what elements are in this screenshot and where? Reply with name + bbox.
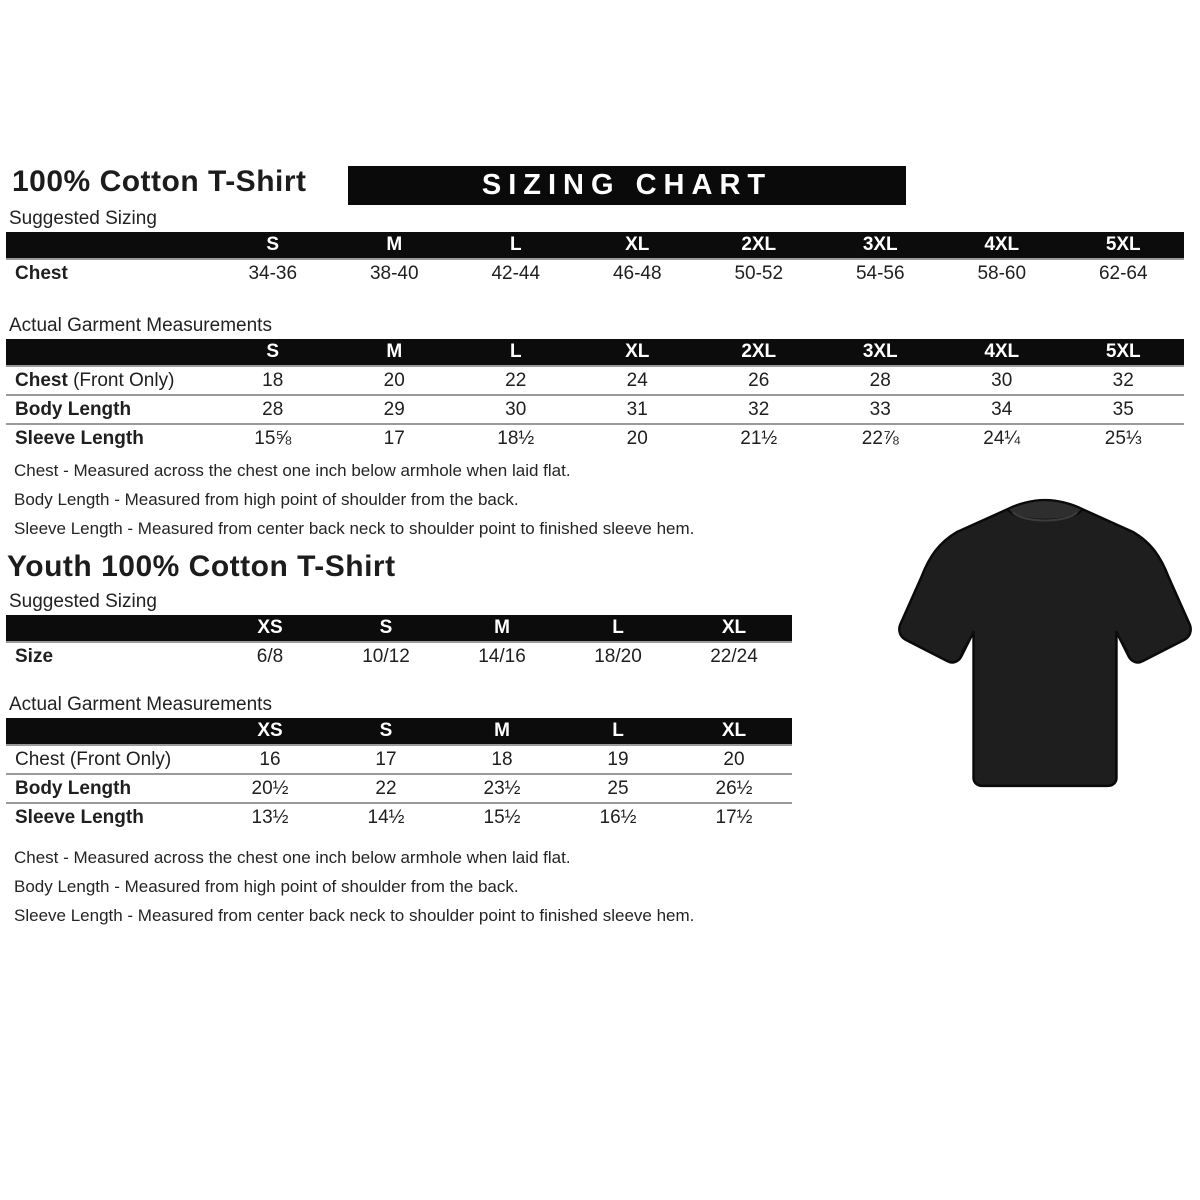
- cell: 15½: [444, 803, 560, 832]
- row-label: Chest: [15, 263, 68, 284]
- cell: 33: [820, 395, 942, 424]
- note-line: Sleeve Length - Measured from center back neck to shoulder point to finished sleeve hem.: [14, 906, 695, 925]
- size-column-header-blank: [6, 615, 212, 642]
- page-title: 100% Cotton T-Shirt: [12, 165, 307, 198]
- cell: 24: [626, 369, 648, 391]
- size-column-header: 5XL: [1063, 339, 1185, 366]
- row-label: Body Length: [6, 395, 212, 424]
- size-column-header: XS: [212, 615, 328, 642]
- cell: 28: [212, 395, 334, 424]
- cell: 34: [941, 395, 1063, 424]
- cell: 30: [991, 369, 1013, 391]
- table-header-row: [6, 232, 1184, 259]
- cell: 25⅓: [1063, 424, 1185, 453]
- note-line: Chest - Measured across the chest one inch below armhole when laid flat.: [14, 461, 571, 480]
- cell: 14½: [328, 803, 444, 832]
- youth-suggested-sizing-table: [6, 615, 792, 671]
- note-line: Chest - Measured across the chest one inch below armhole when laid flat.: [14, 848, 571, 867]
- cell: 22: [505, 369, 527, 391]
- cell: 54-56: [855, 263, 905, 284]
- tshirt-svg: [894, 488, 1196, 802]
- size-column-header: XL: [577, 232, 699, 259]
- youth-measurement-notes: [14, 843, 694, 930]
- cell: 22⅞: [820, 424, 942, 453]
- adult-suggested-sizing-table: [6, 232, 1184, 288]
- cell: 15⅝: [212, 424, 334, 453]
- size-column-header: 2XL: [698, 339, 820, 366]
- cell: 26: [748, 369, 770, 391]
- size-column-header: XS: [212, 718, 328, 745]
- cell: 25: [560, 774, 676, 803]
- tshirt-body: [899, 500, 1190, 786]
- row-label: Body Length: [6, 774, 212, 803]
- size-column-header: 3XL: [820, 339, 942, 366]
- row-label: Chest (Front Only): [15, 748, 172, 770]
- size-column-header: S: [212, 232, 334, 259]
- cell: 16½: [560, 803, 676, 832]
- cell: 31: [577, 395, 699, 424]
- size-column-header: 4XL: [941, 232, 1063, 259]
- note-line: Body Length - Measured from high point of shoulder from the back.: [14, 490, 519, 509]
- youth-suggested-sizing-label: Suggested Sizing: [9, 591, 157, 612]
- cell: 38-40: [369, 263, 419, 284]
- size-column-header: L: [455, 339, 577, 366]
- cell: 20: [577, 424, 699, 453]
- size-column-header: 2XL: [698, 232, 820, 259]
- size-column-header: 3XL: [820, 232, 942, 259]
- table-row: [6, 745, 792, 774]
- table-row: [6, 803, 792, 832]
- cell: 50-52: [734, 263, 784, 284]
- cell: 10/12: [362, 646, 410, 667]
- row-label: Sleeve Length: [6, 803, 212, 832]
- adult-actual-measurements-label: Actual Garment Measurements: [9, 315, 272, 336]
- cell: 22/24: [710, 646, 758, 667]
- cell: 16: [259, 748, 281, 770]
- sizing-chart-banner-text: SIZING CHART: [481, 169, 773, 201]
- cell: 18/20: [594, 646, 642, 667]
- size-column-header: XL: [577, 339, 699, 366]
- cell: 35: [1063, 395, 1185, 424]
- sizing-chart-banner: [348, 166, 906, 205]
- table-row: [6, 366, 1184, 395]
- adult-measurement-notes: [14, 456, 694, 543]
- youth-garment-measurements-table: [6, 718, 792, 832]
- cell: 58-60: [977, 263, 1027, 284]
- cell: 17½: [676, 803, 792, 832]
- table-row: [6, 642, 792, 671]
- cell: 26½: [676, 774, 792, 803]
- black-tshirt-image: [894, 488, 1196, 802]
- cell: 17: [334, 424, 456, 453]
- cell: 32: [698, 395, 820, 424]
- size-column-header: L: [560, 615, 676, 642]
- adult-garment-measurements-table: [6, 339, 1184, 453]
- table-row: [6, 259, 1184, 288]
- size-column-header: XL: [676, 718, 792, 745]
- size-column-header: 4XL: [941, 339, 1063, 366]
- cell: 13½: [212, 803, 328, 832]
- cell: 46-48: [612, 263, 662, 284]
- cell: 34-36: [248, 263, 298, 284]
- row-label: Sleeve Length: [6, 424, 212, 453]
- size-column-header: M: [444, 615, 560, 642]
- table-row: [6, 395, 1184, 424]
- table-header-row: [6, 339, 1184, 366]
- cell: 22: [328, 774, 444, 803]
- size-column-header: L: [560, 718, 676, 745]
- cell: 20: [723, 748, 745, 770]
- table-header-row: [6, 718, 792, 745]
- row-label-suffix: (Front Only): [73, 369, 175, 391]
- size-column-header: M: [334, 232, 456, 259]
- size-column-header-blank: [6, 339, 212, 366]
- note-line: Sleeve Length - Measured from center back neck to shoulder point to finished sleeve hem.: [14, 519, 695, 538]
- cell: 32: [1112, 369, 1134, 391]
- table-row: [6, 424, 1184, 453]
- size-column-header-blank: [6, 718, 212, 745]
- note-line: Body Length - Measured from high point of shoulder from the back.: [14, 877, 519, 896]
- size-column-header: XL: [676, 615, 792, 642]
- youth-page-title: Youth 100% Cotton T-Shirt: [7, 550, 396, 583]
- cell: 23½: [444, 774, 560, 803]
- row-label: Size: [15, 646, 54, 667]
- cell: 18: [491, 748, 513, 770]
- cell: 30: [455, 395, 577, 424]
- cell: 6/8: [256, 646, 284, 667]
- cell: 20: [383, 369, 405, 391]
- row-label: Chest (Front Only): [15, 369, 175, 391]
- adult-suggested-sizing-label: Suggested Sizing: [9, 208, 157, 229]
- table-row: [6, 774, 792, 803]
- size-column-header: M: [334, 339, 456, 366]
- cell: 19: [607, 748, 629, 770]
- youth-actual-measurements-label: Actual Garment Measurements: [9, 694, 272, 715]
- cell: 28: [869, 369, 891, 391]
- size-column-header: 5XL: [1063, 232, 1185, 259]
- cell: 20½: [212, 774, 328, 803]
- cell: 42-44: [491, 263, 541, 284]
- size-column-header: M: [444, 718, 560, 745]
- size-column-header-blank: [6, 232, 212, 259]
- cell: 21½: [698, 424, 820, 453]
- size-column-header: S: [328, 615, 444, 642]
- cell: 24¼: [941, 424, 1063, 453]
- size-column-header: S: [212, 339, 334, 366]
- table-header-row: [6, 615, 792, 642]
- cell: 18½: [455, 424, 577, 453]
- cell: 17: [375, 748, 397, 770]
- size-column-header: S: [328, 718, 444, 745]
- cell: 29: [334, 395, 456, 424]
- cell: 62-64: [1098, 263, 1148, 284]
- cell: 14/16: [478, 646, 526, 667]
- cell: 18: [262, 369, 284, 391]
- size-column-header: L: [455, 232, 577, 259]
